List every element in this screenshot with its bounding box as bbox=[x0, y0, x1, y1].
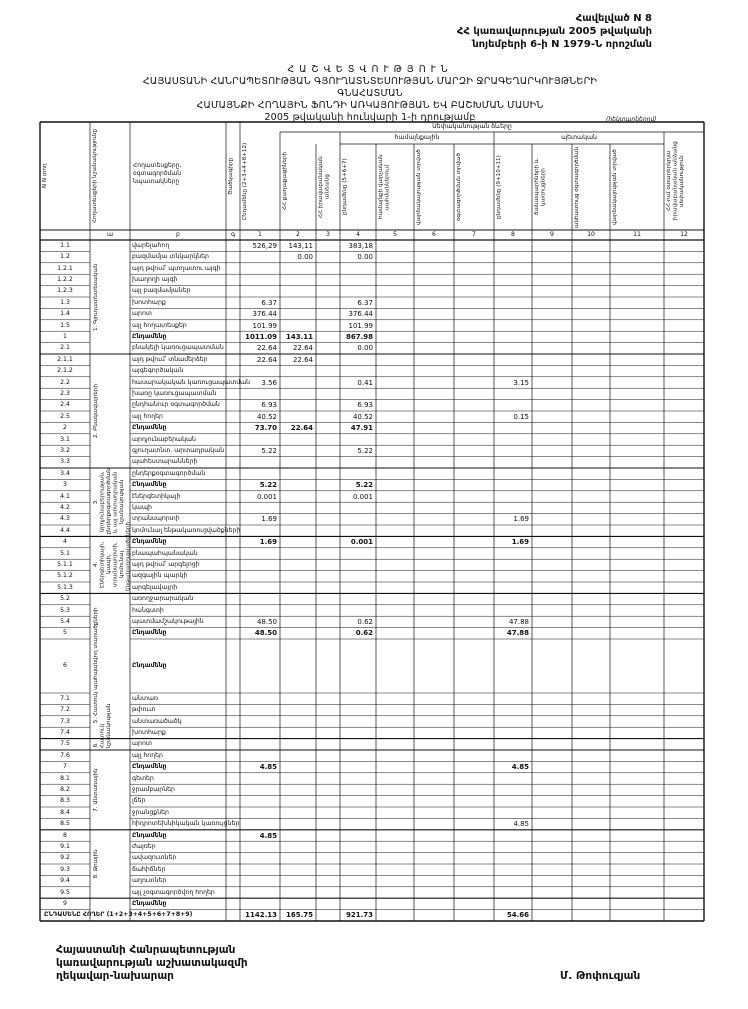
row-land-type: Ընդամենը bbox=[132, 899, 167, 907]
row-land-type: Ընդամենը bbox=[132, 763, 167, 771]
header-c12: ՀՀ-ում օտարերկրյա իրավաբանական անձանց սեփականություն bbox=[666, 141, 685, 221]
index-cell: 10 bbox=[587, 231, 595, 238]
value-total: 4.85 bbox=[259, 831, 277, 840]
row-number: 7 bbox=[63, 763, 67, 771]
header-c11: վարձակալության տրված bbox=[612, 149, 618, 225]
row-number: 7.2 bbox=[60, 706, 70, 714]
annex-header bbox=[457, 12, 652, 51]
row-land-type: այդ թվում՝ արգելոցի bbox=[132, 560, 200, 568]
section-label: 8. Ջրային bbox=[93, 849, 99, 879]
header-community: համայնքային bbox=[394, 134, 440, 141]
row-land-type: Ընդամենը bbox=[132, 332, 167, 340]
row-land-type: տրանսպորտի bbox=[132, 515, 180, 523]
row-number: 3.1 bbox=[60, 435, 70, 443]
header-c10: անհատույց օգտագործման bbox=[574, 146, 580, 228]
row-number: 2.4 bbox=[60, 401, 70, 409]
row-number: 3.3 bbox=[60, 458, 70, 466]
value-total: 6.37 bbox=[261, 298, 277, 307]
row-land-type: ջրանցքներ bbox=[132, 808, 169, 816]
value-c4: 5.22 bbox=[357, 446, 373, 455]
row-number: 8 bbox=[63, 831, 67, 839]
row-number: 4.3 bbox=[60, 515, 70, 523]
row-land-type: կապի bbox=[132, 503, 152, 511]
annex-line-1: Հավելված N 8 bbox=[575, 13, 652, 24]
row-number: 7.3 bbox=[60, 717, 70, 725]
value-total: 40.52 bbox=[256, 412, 277, 421]
row-number: 9.2 bbox=[60, 854, 70, 862]
row-number: 5.1 bbox=[60, 549, 70, 557]
index-cell: 9 bbox=[550, 231, 554, 238]
row-land-type: անտառածածկ bbox=[132, 717, 182, 725]
value-c8: 0.15 bbox=[513, 412, 529, 421]
row-number: 1.2.3 bbox=[57, 287, 73, 295]
index-cell: 4 bbox=[356, 231, 360, 238]
row-land-type: Ընդամենը bbox=[132, 831, 167, 839]
row-number: 1 bbox=[63, 332, 67, 340]
section-label: 5. Հատուկ պահպանվող տարածքների bbox=[93, 608, 99, 724]
index-cell: 1 bbox=[258, 231, 262, 238]
signature-line-2: կառավարության աշխատակազմի bbox=[56, 957, 248, 969]
section-label: 2. Բնակավայրերի bbox=[93, 384, 99, 438]
row-land-type: այլ չօգտագործվող հողեր bbox=[132, 888, 215, 896]
row-number: 7.4 bbox=[60, 728, 70, 736]
header-c4: ընդամենը (5+6+7) bbox=[342, 158, 348, 216]
row-land-type: պատմամշակութային bbox=[132, 617, 204, 625]
row-number: 2.1 bbox=[60, 344, 70, 352]
header-category: Հողատեսքերի նշանակությունը bbox=[92, 128, 98, 224]
row-land-type: էներգետիկայի bbox=[132, 492, 181, 500]
row-number: 1.2.2 bbox=[57, 275, 73, 283]
value-total: 4.85 bbox=[259, 763, 277, 772]
row-number: 1.5 bbox=[60, 321, 70, 329]
row-land-type: անտառ bbox=[132, 694, 159, 702]
value-c2: 22.64 bbox=[292, 355, 313, 364]
header-c8: ընդամենը (9+10+11) bbox=[496, 155, 502, 219]
section-label: 3. Արդյունաբերության, ընդերքօգտագործման և այլ արտադրական նշանակության bbox=[93, 468, 125, 535]
value-c4: 0.62 bbox=[357, 617, 373, 626]
row-land-type: բնակելի կառուցապատման bbox=[132, 344, 224, 352]
row-number: 1.2 bbox=[60, 253, 70, 261]
row-number: 3 bbox=[63, 481, 67, 489]
row-land-type: ջրամբարներ bbox=[132, 785, 175, 793]
row-number: 1.4 bbox=[60, 310, 70, 318]
row-land-type: թփուտ bbox=[132, 706, 156, 714]
section-label: 7. Անտառային bbox=[93, 768, 99, 812]
value-c8: 4.85 bbox=[511, 763, 529, 772]
row-land-type: այգեգործական bbox=[132, 367, 184, 375]
row-land-type: արդյունաբերական bbox=[132, 435, 196, 443]
row-number: 9.4 bbox=[60, 877, 70, 885]
row-land-type: Ընդամենը bbox=[132, 481, 167, 489]
value-total: 22.64 bbox=[256, 355, 277, 364]
row-land-type: կոմունալ ենթակառուցվածքների bbox=[132, 526, 241, 534]
value-c4: 383,18 bbox=[348, 241, 373, 250]
row-land-type: այդ թվում՝ պտղատու այգի bbox=[132, 264, 221, 272]
row-number: 5.1.2 bbox=[57, 572, 73, 580]
value-total: 48.50 bbox=[256, 617, 277, 626]
value-c4: 0.41 bbox=[357, 378, 373, 387]
section-label: 6. Հատուկ նշանակության bbox=[93, 703, 112, 748]
row-land-type: պահեստարանների bbox=[132, 458, 198, 466]
header-total: Ընդամենը (2+3+4+8+12) bbox=[242, 142, 248, 220]
row-land-type: այդ թվում՝ տնամերձեր bbox=[132, 355, 208, 363]
grand-total-label: ԸՆԴԱՄԵՆԸ ՀՈՂԵՐ (1+2+3+4+5+6+7+8+9) bbox=[44, 911, 193, 919]
row-land-type: ավազուտներ bbox=[132, 854, 177, 862]
index-cell: 7 bbox=[472, 231, 476, 238]
row-number: 2.1.2 bbox=[57, 367, 73, 375]
value-c4: 0.001 bbox=[350, 538, 373, 547]
row-number: 7.6 bbox=[60, 751, 70, 759]
value-c8: 47.88 bbox=[506, 629, 529, 638]
row-number: 4.4 bbox=[60, 526, 70, 534]
row-land-type: հասարակական կառուցապատման bbox=[132, 378, 251, 386]
value-total: 1.69 bbox=[261, 515, 277, 524]
row-number: 8.2 bbox=[60, 785, 70, 793]
signature-line-3: ղեկավար-նախարար bbox=[56, 970, 174, 982]
value-total: 48.50 bbox=[254, 629, 277, 638]
value-c4: 101.99 bbox=[348, 321, 373, 330]
value-c2: 143.11 bbox=[285, 332, 313, 341]
row-number: 1.1 bbox=[60, 241, 70, 249]
value-c4: 40.52 bbox=[352, 412, 373, 421]
row-land-type: Ընդամենը bbox=[132, 538, 167, 546]
value-c4: 376.44 bbox=[348, 310, 373, 319]
header-c5: համայնքի վարչական սահմաններում bbox=[378, 154, 391, 220]
row-number: 9.3 bbox=[60, 865, 70, 873]
row-land-type: խառը կառուցապատման bbox=[132, 389, 217, 397]
row-land-type: գետեր bbox=[132, 774, 154, 782]
header-code: Ծածկագիրը bbox=[228, 157, 234, 195]
row-land-type: առողջարարական bbox=[132, 595, 194, 603]
index-cell: 6 bbox=[432, 231, 436, 238]
header-land-type: Հողատեսքերը, օգտագործման նպատակները bbox=[133, 162, 182, 185]
value-c8: 3.15 bbox=[513, 378, 529, 387]
header-ownership-forms: Սեփականության ձևերը bbox=[432, 123, 512, 130]
report-title-line-2: ՀԱՅԱՍՏԱՆԻ ՀԱՆՐԱՊԵՏՈՒԹՅԱՆ ԳՅՈՒՂԱՏՆՏԵՍՈՒԹՅԱՆ ՄԱՐԶԻ ՋՐԱԳԵՂԱՐԿՈՒՅԹՆԵՐԻ ԳՆԱՀԱՏՄԱՆ bbox=[142, 76, 598, 99]
value-c4: 0.00 bbox=[357, 344, 373, 353]
report-heading: ՀԱՇՎԵՏՎՈՒԹՅՈՒՆ bbox=[287, 64, 453, 75]
row-number: 9 bbox=[63, 899, 67, 907]
header-c6: վարձակալության տրված bbox=[416, 149, 422, 225]
row-number: 9.1 bbox=[60, 842, 70, 850]
row-number: 7.5 bbox=[60, 740, 70, 748]
row-number: 9.5 bbox=[60, 888, 70, 896]
annex-line-2: ՀՀ կառավարության 2005 թվականի bbox=[456, 26, 652, 37]
value-total: 5.22 bbox=[261, 446, 277, 455]
value-c4: 0.62 bbox=[355, 629, 373, 638]
annex-line-3: նոյեմբերի 6-ի N 1979-Ն որոշման bbox=[472, 39, 652, 50]
row-land-type: ազգային պարկի bbox=[132, 572, 188, 580]
row-number: 5.2 bbox=[60, 595, 70, 603]
row-number: 8.4 bbox=[60, 808, 70, 816]
row-land-type: բնապահպանական bbox=[132, 549, 198, 557]
row-land-type: ընդհանուր օգտագործման bbox=[132, 401, 220, 409]
row-number: 7.1 bbox=[60, 694, 70, 702]
row-land-type: լճեր bbox=[132, 797, 146, 805]
value-c2: 0.00 bbox=[297, 253, 313, 262]
row-land-type: արգելավայրի bbox=[132, 583, 178, 591]
value-c4: 921.73 bbox=[345, 911, 373, 920]
row-number: 8.5 bbox=[60, 820, 70, 828]
row-land-type: Ընդամենը bbox=[132, 629, 167, 637]
value-total: 73.70 bbox=[254, 424, 277, 433]
row-land-type: Ընդամենը bbox=[132, 424, 167, 432]
row-land-type: ընդերքօգտագործման bbox=[132, 469, 206, 477]
row-land-type: այլ հողեր bbox=[132, 412, 163, 420]
value-c4: 867.98 bbox=[345, 332, 373, 341]
index-cell: բ bbox=[176, 231, 180, 238]
row-number: 2.1.1 bbox=[57, 355, 73, 363]
row-number: 5.4 bbox=[60, 617, 70, 625]
value-c2: 143,11 bbox=[288, 241, 313, 250]
row-land-type: այլ հողատեսքեր bbox=[132, 321, 187, 329]
row-land-type: Ընդամենը bbox=[132, 662, 167, 669]
header-c7: օգտագործման տրված bbox=[456, 152, 462, 222]
header-state: պետական bbox=[561, 134, 597, 141]
signature-block bbox=[56, 944, 248, 983]
index-cell: 11 bbox=[633, 231, 641, 238]
value-total: 0.001 bbox=[256, 492, 277, 501]
value-c2: 22.64 bbox=[290, 424, 313, 433]
row-land-type: աղուտներ bbox=[132, 877, 167, 885]
value-total: 1142.13 bbox=[245, 911, 277, 920]
signature-line-1: Հայաստանի Հանրապետության bbox=[56, 944, 236, 956]
row-land-type: գյուղատնտ. արտադրական bbox=[132, 446, 225, 454]
row-land-type: ժայռեր bbox=[132, 842, 156, 850]
value-total: 376.44 bbox=[252, 310, 277, 319]
value-c8: 47.88 bbox=[508, 617, 529, 626]
value-c8: 54.66 bbox=[506, 911, 529, 920]
row-land-type: վարելահող bbox=[132, 241, 170, 249]
index-cell: 3 bbox=[326, 231, 330, 238]
header-c9: ճանապարհների և կառույցների bbox=[534, 158, 547, 216]
row-number: 2.2 bbox=[60, 378, 70, 386]
row-number: 8.3 bbox=[60, 797, 70, 805]
report-title bbox=[120, 64, 620, 124]
value-c4: 47.91 bbox=[350, 424, 373, 433]
value-total: 3.56 bbox=[261, 378, 277, 387]
row-land-type: արոտ bbox=[132, 740, 152, 748]
row-number: 4.2 bbox=[60, 503, 70, 511]
header-c3: ՀՀ իրավաբանական անձանց bbox=[318, 156, 331, 218]
row-land-type: այլ բազմամյաներ bbox=[132, 287, 191, 295]
row-number: 4.1 bbox=[60, 492, 70, 500]
row-land-type: հիդրոտեխնիկական կառույցներ bbox=[132, 820, 240, 828]
value-c4: 0.00 bbox=[357, 253, 373, 262]
value-total: 22.64 bbox=[256, 344, 277, 353]
row-land-type: արոտ bbox=[132, 310, 152, 318]
row-number: 2.5 bbox=[60, 412, 70, 420]
value-c8: 1.69 bbox=[513, 515, 529, 524]
index-cell: գ bbox=[230, 231, 236, 238]
value-c4: 0.001 bbox=[352, 492, 373, 501]
row-number: 1.3 bbox=[60, 298, 70, 306]
row-land-type: ճահիճներ bbox=[132, 865, 166, 873]
row-land-type: խոտհարք bbox=[132, 298, 166, 306]
index-cell: 2 bbox=[296, 231, 300, 238]
value-total: 1.69 bbox=[259, 538, 277, 547]
value-c8: 4.85 bbox=[513, 820, 529, 829]
row-land-type: խաղողի այգի bbox=[132, 275, 178, 283]
value-total: 1011.09 bbox=[245, 332, 277, 341]
row-land-type: բազմամյա տնկարկներ bbox=[132, 253, 209, 261]
unit-note: (հեկտարներով) bbox=[606, 116, 657, 123]
row-number: 3.2 bbox=[60, 446, 70, 454]
row-number: 5.1.1 bbox=[57, 560, 73, 568]
row-number: 5.1.3 bbox=[57, 583, 73, 591]
value-c2: 22.64 bbox=[292, 344, 313, 353]
header-c2: ՀՀ քաղաքացիների bbox=[282, 151, 288, 211]
row-land-type: հանգստի bbox=[132, 606, 164, 614]
row-number: 8.1 bbox=[60, 774, 70, 782]
row-land-type: այլ հողեր bbox=[132, 751, 163, 759]
row-number: 4 bbox=[63, 538, 67, 546]
value-c4: 6.93 bbox=[357, 401, 373, 410]
signature-name: Մ. Թոփուզյան bbox=[560, 970, 641, 982]
row-number: 2 bbox=[63, 424, 67, 432]
row-number: 3.4 bbox=[60, 469, 70, 477]
value-total: 6.93 bbox=[261, 401, 277, 410]
value-total: 526,29 bbox=[252, 241, 277, 250]
report-date: 2005 թվականի հունվարի 1-ի դրությամբ bbox=[264, 112, 476, 123]
index-cell: 8 bbox=[511, 231, 515, 238]
index-cell: 5 bbox=[393, 231, 397, 238]
header-num: N N տող bbox=[42, 163, 48, 189]
value-c8: 1.69 bbox=[511, 538, 529, 547]
value-total: 101.99 bbox=[252, 321, 277, 330]
section-label: 4. Էներգետիկայի, կապի, տրանսպորտի, կոմունալ ենթակառուցվածքների bbox=[93, 522, 132, 592]
index-cell: ա bbox=[106, 231, 114, 238]
value-c4: 6.37 bbox=[357, 298, 373, 307]
row-number: 6 bbox=[63, 662, 67, 669]
land-fund-table bbox=[40, 122, 704, 924]
row-number: 2.3 bbox=[60, 389, 70, 397]
row-number: 5 bbox=[63, 629, 67, 637]
value-c4: 5.22 bbox=[355, 481, 373, 490]
index-cell: 12 bbox=[680, 231, 688, 238]
section-label: 1. Գյուղատնտեսական bbox=[93, 263, 99, 331]
report-title-line-3: ՀԱՄԱՅՆՔԻ ՀՈՂԱՅԻՆ ՖՈՆԴԻ ԱՌԿԱՅՈՒԹՅԱՆ ԵՎ ԲԱՇԽՄԱՆ ՄԱՍԻՆ bbox=[196, 100, 544, 111]
row-number: 5.3 bbox=[60, 606, 70, 614]
row-land-type: խոտհարք bbox=[132, 728, 166, 736]
row-number: 1.2.1 bbox=[57, 264, 73, 272]
value-total: 5.22 bbox=[259, 481, 277, 490]
value-c2: 165.75 bbox=[285, 911, 313, 920]
